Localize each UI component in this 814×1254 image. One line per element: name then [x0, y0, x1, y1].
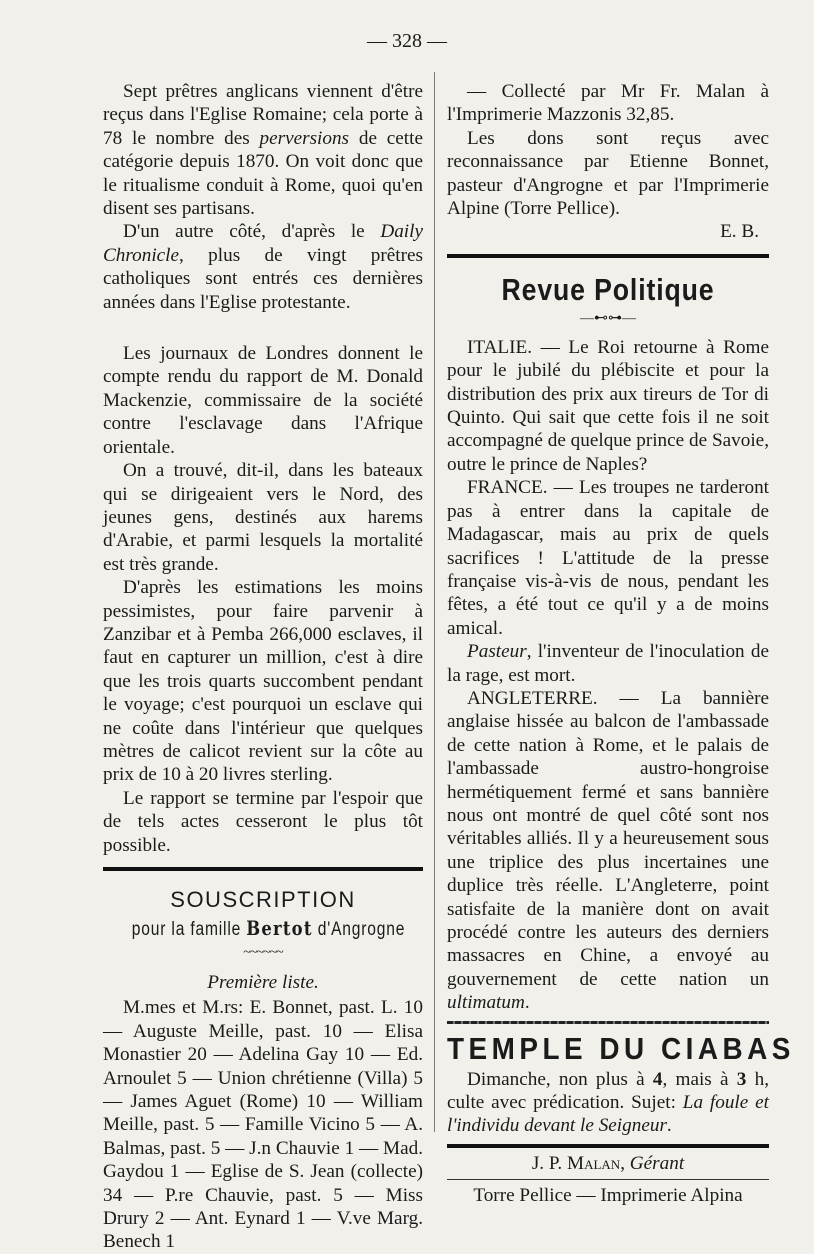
text: de cette catégorie depuis 1870. On voit donc que le ritualisme conduit à Rome, quoi qu'en disent ses partisans. [103, 127, 423, 220]
text: , [620, 1152, 630, 1174]
emphasis: perversions [259, 127, 350, 149]
paragraph-estimations: D'après les estimations les moins pessimistes, pour faire parvenir à Zanzibar et à Pemba 266,000 esclaves, il faut en capturer un million, c'est à dire que les trois quarts succombent pendant le voyage; c'est pourquoi un esclave qui ne coûte dans l'intérieur que quelques mètres de calicot revient sur la côte au prix de 10 à 20 livres sterling. [103, 577, 423, 786]
emphasis: Daily Chronicle [103, 221, 423, 266]
section-rule [103, 867, 423, 871]
paragraph-pasteur [447, 640, 769, 687]
souscription-subtitle [131, 913, 406, 945]
text: Dimanche, non plus à [467, 1068, 653, 1090]
time: 4 [652, 1068, 663, 1090]
text: pour la famille [131, 919, 247, 940]
paragraph-rapport: Le rapport se termine par l'espoir que de tels actes cesseront le plus tôt possible. [103, 787, 423, 856]
text: . [524, 992, 530, 1014]
emphasis: Gérant [629, 1152, 685, 1174]
text: , l'inventeur de l'inoculation de la rage, est mort. [447, 641, 769, 686]
column-divider [434, 72, 435, 1132]
decoration: —⊷⊶— [580, 310, 636, 326]
list-title: Première liste. [207, 972, 319, 993]
text: , mais à [662, 1068, 737, 1090]
text: D'un autre côté, d'après le [123, 221, 381, 243]
imprint-line: Torre Pellice — Imprimerie Alpina [473, 1185, 743, 1207]
emphasis: ultimatum [447, 992, 525, 1014]
right-column [447, 80, 795, 1208]
paragraph-bateaux: On a trouvé, dit-il, dans les bateaux qui se dirigeaient vers le Nord, des jeunes gens, destinés aux harems d'Arabie, et parmi lesquels la mortalité est très grande. [103, 460, 423, 575]
gerant-line [447, 1152, 769, 1175]
section-rule [447, 254, 769, 258]
paragraph-italie: ITALIE. — Le Roi retourne à Rome pour le jubilé du plébiscite et pour la distribution des prix aux tireurs de Tor di Quinto. Qui sait que cette fois il ne soit accompagné de quelque prince de Savoie, outre le prince de Naples? [447, 336, 769, 475]
signature-initials: E. B. [720, 221, 759, 243]
text: , plus de vingt prêtres catholiques sont entrés ces dernières années dans l'Eglise protestante. [103, 244, 423, 313]
paragraph-daily-chronicle [103, 220, 423, 314]
paragraph-londres: Les journaux de Londres donnent le compte rendu du rapport de M. Donald Mackenzie, commissaire de la société contre l'esclavage dans l'Afrique orientale. [103, 343, 423, 458]
revue-politique-heading: Revue Politique [501, 271, 715, 307]
text: ANGLETERRE. — La bannière anglaise hissée au balcon de l'ambassade de cette nation à Rome, et le palais de l'ambassade austro-hongroise hermétiquement fermé et sans bannière nous ont montré de quel côté sont nos véritables alliés. Il y a heureusement sous une triplice des plus incertaines une duplice très réelle. L'Angleterre, point satisfaite de la manière dont on avait procédé contre les auteurs des derniers massacres en Chine, a envoyé au gouvernement de cette nation un [447, 687, 769, 990]
spacer [103, 314, 423, 342]
text: h, culte avec prédication. Sujet: [447, 1068, 769, 1114]
section-rule [447, 1144, 769, 1148]
paragraph-anglicans [103, 80, 423, 220]
paragraph-collecte: — Collecté par Mr Fr. Malan à l'Imprimerie Mazzonis 32,85. [447, 81, 769, 126]
family-name: Bertot [246, 916, 313, 940]
divider [447, 1179, 769, 1180]
left-column [103, 80, 423, 1254]
emphasis: La foule et l'individu devant le Seigneur [447, 1092, 769, 1137]
text: d'Angrogne [312, 919, 406, 940]
donor-list: M.mes et M.rs: E. Bonnet, past. L. 10 — Auguste Meille, past. 10 — Elisa Monastier 20 — Adelina Gay 10 — Ed. Arnoulet 5 — Union chrétienne (Villa) 5 — James Aguet (Rome) 10 — William Meille, past. 5 — Famille Vicino 5 — A. Balmas, past. 5 — J.n Chauvie 1 — Mad. Gaydou 1 — Eglise de S. Jean (collecte) 34 — P.re Chauvie, past. 5 — Miss Drury 2 — Ant. Eynard 1 — V.ve Marg. Benech 1 [103, 997, 423, 1253]
ornament: ~~~~~~ [243, 945, 283, 960]
paragraph-dons: Les dons sont reçus avec reconnaissance par Etienne Bonnet, pasteur d'Angrogne et par l'Imprimerie Alpine (Torre Pellice). [447, 127, 769, 220]
emphasis: Pasteur [467, 641, 527, 663]
paragraph-france: FRANCE. — Les troupes ne tarderont pas à entrer dans la capitale de Madagascar, mais au prix de quels sacrifices ! L'attitude de la presse française vis-à-vis de nous, pendant les fêtes, a été tout ce qu'il y a de moins amical. [447, 477, 769, 639]
text: Malan [567, 1152, 621, 1174]
souscription-title: SOUSCRIPTION [170, 887, 356, 912]
text: . [666, 1115, 672, 1137]
temple-heading: TEMPLE DU CIABAS [447, 1030, 795, 1066]
text: J. P. [531, 1152, 568, 1174]
time: 3 [736, 1068, 747, 1090]
page-number: — 328 — [367, 30, 447, 52]
section-rule [447, 1021, 769, 1024]
text: Sept prêtres anglicans viennent d'être reçus dans l'Eglise Romaine; cela porte à 78 le nombre des [103, 81, 423, 149]
paragraph-temple [447, 1068, 769, 1138]
paragraph-angleterre [447, 687, 769, 1015]
